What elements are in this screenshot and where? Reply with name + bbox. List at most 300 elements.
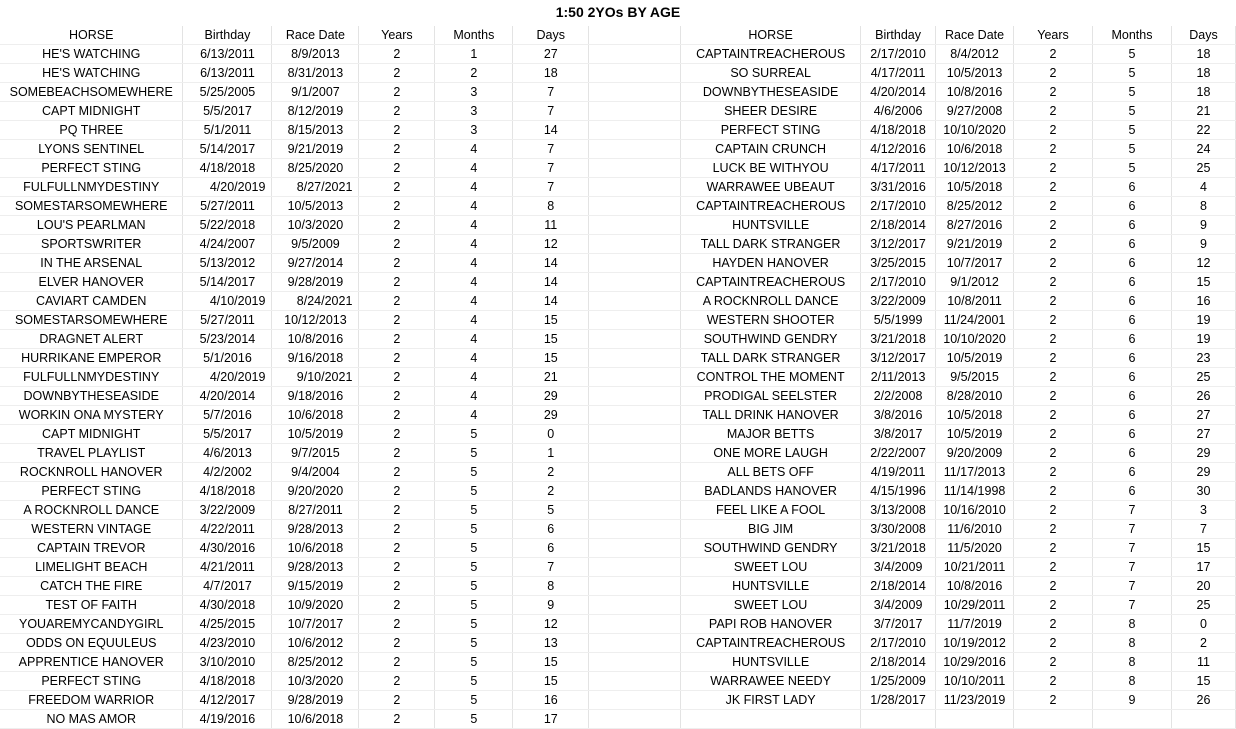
right-months-cell[interactable]: 6: [1092, 292, 1171, 311]
left-years-cell[interactable]: 2: [359, 368, 435, 387]
left-birthday-cell[interactable]: 4/19/2016: [183, 710, 272, 729]
left-months-cell[interactable]: 4: [435, 178, 513, 197]
left-race-date-cell[interactable]: 9/18/2016: [272, 387, 359, 406]
right-years-cell[interactable]: 2: [1014, 672, 1093, 691]
left-race-date-cell[interactable]: 10/5/2019: [272, 425, 359, 444]
right-horse-cell[interactable]: HUNTSVILLE: [681, 577, 861, 596]
right-race-date-cell[interactable]: 9/1/2012: [936, 273, 1014, 292]
right-months-cell[interactable]: 6: [1092, 197, 1171, 216]
spacer-cell[interactable]: [589, 64, 681, 83]
right-birthday-cell[interactable]: 4/17/2011: [861, 64, 936, 83]
right-days-cell[interactable]: 18: [1171, 83, 1235, 102]
left-years-cell[interactable]: 2: [359, 102, 435, 121]
left-race-date-cell[interactable]: 9/28/2013: [272, 558, 359, 577]
right-years-cell[interactable]: 2: [1014, 387, 1093, 406]
right-birthday-cell[interactable]: 2/18/2014: [861, 653, 936, 672]
right-months-cell[interactable]: 8: [1092, 615, 1171, 634]
left-years-cell[interactable]: 2: [359, 463, 435, 482]
left-years-cell[interactable]: 2: [359, 140, 435, 159]
right-months-cell[interactable]: 5: [1092, 102, 1171, 121]
right-horse-cell[interactable]: ALL BETS OFF: [681, 463, 861, 482]
right-race-date-cell[interactable]: 10/29/2011: [936, 596, 1014, 615]
left-years-cell[interactable]: 2: [359, 121, 435, 140]
right-birthday-cell[interactable]: 3/8/2017: [861, 425, 936, 444]
left-months-cell[interactable]: 3: [435, 121, 513, 140]
left-days-cell[interactable]: 15: [513, 672, 589, 691]
left-months-cell[interactable]: 4: [435, 159, 513, 178]
left-birthday-cell[interactable]: 4/18/2018: [183, 159, 272, 178]
right-horse-cell[interactable]: HUNTSVILLE: [681, 216, 861, 235]
left-race-date-cell[interactable]: 10/8/2016: [272, 330, 359, 349]
left-months-cell[interactable]: 4: [435, 368, 513, 387]
left-years-cell[interactable]: 2: [359, 235, 435, 254]
right-header-days[interactable]: Days: [1171, 26, 1235, 45]
left-race-date-cell[interactable]: 9/15/2019: [272, 577, 359, 596]
spacer-cell[interactable]: [589, 140, 681, 159]
right-birthday-cell[interactable]: 3/22/2009: [861, 292, 936, 311]
left-birthday-cell[interactable]: 5/1/2011: [183, 121, 272, 140]
left-birthday-cell[interactable]: 5/22/2018: [183, 216, 272, 235]
spacer-cell[interactable]: [589, 482, 681, 501]
spacer-cell[interactable]: [589, 368, 681, 387]
right-days-cell[interactable]: 17: [1171, 558, 1235, 577]
left-horse-cell[interactable]: SOMESTARSOMEWHERE: [0, 197, 183, 216]
right-years-cell[interactable]: 2: [1014, 178, 1093, 197]
left-horse-cell[interactable]: NO MAS AMOR: [0, 710, 183, 729]
right-birthday-cell[interactable]: 4/18/2018: [861, 121, 936, 140]
left-days-cell[interactable]: 7: [513, 558, 589, 577]
left-months-cell[interactable]: 4: [435, 235, 513, 254]
right-days-cell[interactable]: 9: [1171, 216, 1235, 235]
right-days-cell[interactable]: 11: [1171, 653, 1235, 672]
left-horse-cell[interactable]: PQ THREE: [0, 121, 183, 140]
right-header-race-date[interactable]: Race Date: [936, 26, 1014, 45]
left-horse-cell[interactable]: PERFECT STING: [0, 159, 183, 178]
spacer-cell[interactable]: [589, 273, 681, 292]
left-days-cell[interactable]: 12: [513, 615, 589, 634]
right-horse-cell[interactable]: PERFECT STING: [681, 121, 861, 140]
left-months-cell[interactable]: 3: [435, 83, 513, 102]
left-days-cell[interactable]: 15: [513, 653, 589, 672]
right-years-cell[interactable]: 2: [1014, 444, 1093, 463]
left-birthday-cell[interactable]: 5/14/2017: [183, 140, 272, 159]
left-birthday-cell[interactable]: 4/6/2013: [183, 444, 272, 463]
left-years-cell[interactable]: 2: [359, 311, 435, 330]
right-days-cell[interactable]: 25: [1171, 596, 1235, 615]
spacer-cell[interactable]: [589, 615, 681, 634]
spacer-cell[interactable]: [589, 653, 681, 672]
left-months-cell[interactable]: 4: [435, 406, 513, 425]
right-birthday-cell[interactable]: 3/4/2009: [861, 596, 936, 615]
left-months-cell[interactable]: 4: [435, 292, 513, 311]
left-race-date-cell[interactable]: 8/15/2013: [272, 121, 359, 140]
left-days-cell[interactable]: 21: [513, 368, 589, 387]
right-days-cell[interactable]: 16: [1171, 292, 1235, 311]
right-months-cell[interactable]: 6: [1092, 387, 1171, 406]
right-birthday-cell[interactable]: 4/17/2011: [861, 159, 936, 178]
left-birthday-cell[interactable]: 4/30/2016: [183, 539, 272, 558]
left-race-date-cell[interactable]: 10/6/2018: [272, 710, 359, 729]
left-years-cell[interactable]: 2: [359, 710, 435, 729]
right-months-cell[interactable]: 6: [1092, 254, 1171, 273]
right-months-cell[interactable]: 6: [1092, 425, 1171, 444]
right-years-cell[interactable]: 2: [1014, 45, 1093, 64]
right-years-cell[interactable]: 2: [1014, 292, 1093, 311]
right-horse-cell[interactable]: WESTERN SHOOTER: [681, 311, 861, 330]
right-years-cell[interactable]: 2: [1014, 691, 1093, 710]
right-days-cell[interactable]: 15: [1171, 672, 1235, 691]
right-race-date-cell[interactable]: 9/21/2019: [936, 235, 1014, 254]
spacer-cell[interactable]: [589, 710, 681, 729]
left-months-cell[interactable]: 5: [435, 425, 513, 444]
right-race-date-cell[interactable]: 8/25/2012: [936, 197, 1014, 216]
left-horse-cell[interactable]: SOMESTARSOMEWHERE: [0, 311, 183, 330]
left-months-cell[interactable]: 4: [435, 254, 513, 273]
left-horse-cell[interactable]: YOUAREMYCANDYGIRL: [0, 615, 183, 634]
spacer-cell[interactable]: [589, 425, 681, 444]
right-birthday-cell[interactable]: 3/25/2015: [861, 254, 936, 273]
right-months-cell[interactable]: 5: [1092, 159, 1171, 178]
left-birthday-cell[interactable]: 4/2/2002: [183, 463, 272, 482]
right-months-cell[interactable]: 7: [1092, 520, 1171, 539]
left-years-cell[interactable]: 2: [359, 349, 435, 368]
right-birthday-cell[interactable]: 2/11/2013: [861, 368, 936, 387]
left-years-cell[interactable]: 2: [359, 45, 435, 64]
right-years-cell[interactable]: 2: [1014, 140, 1093, 159]
left-race-date-cell[interactable]: 10/12/2013: [272, 311, 359, 330]
right-years-cell[interactable]: 2: [1014, 349, 1093, 368]
right-horse-cell[interactable]: PRODIGAL SEELSTER: [681, 387, 861, 406]
spacer-cell[interactable]: [589, 672, 681, 691]
right-days-cell[interactable]: 26: [1171, 387, 1235, 406]
left-years-cell[interactable]: 2: [359, 83, 435, 102]
left-birthday-cell[interactable]: 6/13/2011: [183, 45, 272, 64]
left-birthday-cell[interactable]: 5/27/2011: [183, 311, 272, 330]
right-birthday-cell[interactable]: 3/21/2018: [861, 539, 936, 558]
right-birthday-cell[interactable]: 1/28/2017: [861, 691, 936, 710]
spacer-cell[interactable]: [589, 254, 681, 273]
right-birthday-cell[interactable]: 2/22/2007: [861, 444, 936, 463]
left-horse-cell[interactable]: DRAGNET ALERT: [0, 330, 183, 349]
right-months-cell[interactable]: 6: [1092, 482, 1171, 501]
left-header-months[interactable]: Months: [435, 26, 513, 45]
right-horse-cell[interactable]: CAPTAIN CRUNCH: [681, 140, 861, 159]
left-days-cell[interactable]: 1: [513, 444, 589, 463]
left-birthday-cell[interactable]: 4/24/2007: [183, 235, 272, 254]
right-race-date-cell[interactable]: 11/5/2020: [936, 539, 1014, 558]
right-horse-cell[interactable]: SO SURREAL: [681, 64, 861, 83]
left-months-cell[interactable]: 5: [435, 710, 513, 729]
right-days-cell[interactable]: 21: [1171, 102, 1235, 121]
right-horse-cell[interactable]: BIG JIM: [681, 520, 861, 539]
left-birthday-cell[interactable]: 5/1/2016: [183, 349, 272, 368]
spacer-cell[interactable]: [589, 102, 681, 121]
left-horse-cell[interactable]: WESTERN VINTAGE: [0, 520, 183, 539]
spacer-cell[interactable]: [589, 349, 681, 368]
left-birthday-cell[interactable]: 6/13/2011: [183, 64, 272, 83]
left-race-date-cell[interactable]: 9/1/2007: [272, 83, 359, 102]
left-months-cell[interactable]: 4: [435, 273, 513, 292]
right-horse-cell[interactable]: CAPTAINTREACHEROUS: [681, 197, 861, 216]
left-birthday-cell[interactable]: 5/23/2014: [183, 330, 272, 349]
left-years-cell[interactable]: 2: [359, 254, 435, 273]
empty-cell[interactable]: [1171, 710, 1235, 729]
left-birthday-cell[interactable]: 4/18/2018: [183, 482, 272, 501]
right-birthday-cell[interactable]: 2/18/2014: [861, 577, 936, 596]
left-days-cell[interactable]: 7: [513, 140, 589, 159]
left-race-date-cell[interactable]: 9/4/2004: [272, 463, 359, 482]
right-race-date-cell[interactable]: 10/21/2011: [936, 558, 1014, 577]
left-horse-cell[interactable]: WORKIN ONA MYSTERY: [0, 406, 183, 425]
left-birthday-cell[interactable]: 4/20/2014: [183, 387, 272, 406]
right-race-date-cell[interactable]: 11/7/2019: [936, 615, 1014, 634]
spacer-cell[interactable]: [589, 577, 681, 596]
right-race-date-cell[interactable]: 10/5/2018: [936, 406, 1014, 425]
right-years-cell[interactable]: 2: [1014, 159, 1093, 178]
left-horse-cell[interactable]: FULFULLNMYDESTINY: [0, 368, 183, 387]
right-birthday-cell[interactable]: 2/17/2010: [861, 197, 936, 216]
empty-cell[interactable]: [861, 710, 936, 729]
right-race-date-cell[interactable]: 10/5/2019: [936, 349, 1014, 368]
left-months-cell[interactable]: 5: [435, 558, 513, 577]
left-race-date-cell[interactable]: 9/16/2018: [272, 349, 359, 368]
right-days-cell[interactable]: 4: [1171, 178, 1235, 197]
left-horse-cell[interactable]: FULFULLNMYDESTINY: [0, 178, 183, 197]
right-months-cell[interactable]: 5: [1092, 121, 1171, 140]
left-horse-cell[interactable]: TEST OF FAITH: [0, 596, 183, 615]
right-header-months[interactable]: Months: [1092, 26, 1171, 45]
left-days-cell[interactable]: 16: [513, 691, 589, 710]
left-days-cell[interactable]: 2: [513, 482, 589, 501]
right-birthday-cell[interactable]: 1/25/2009: [861, 672, 936, 691]
left-months-cell[interactable]: 5: [435, 501, 513, 520]
left-months-cell[interactable]: 5: [435, 482, 513, 501]
left-horse-cell[interactable]: CAVIART CAMDEN: [0, 292, 183, 311]
right-horse-cell[interactable]: HUNTSVILLE: [681, 653, 861, 672]
left-header-horse[interactable]: HORSE: [0, 26, 183, 45]
right-birthday-cell[interactable]: 4/12/2016: [861, 140, 936, 159]
right-days-cell[interactable]: 3: [1171, 501, 1235, 520]
spacer-cell[interactable]: [589, 178, 681, 197]
right-years-cell[interactable]: 2: [1014, 64, 1093, 83]
right-days-cell[interactable]: 20: [1171, 577, 1235, 596]
left-months-cell[interactable]: 5: [435, 596, 513, 615]
left-race-date-cell[interactable]: 10/7/2017: [272, 615, 359, 634]
left-header-birthday[interactable]: Birthday: [183, 26, 272, 45]
left-birthday-cell[interactable]: 4/18/2018: [183, 672, 272, 691]
empty-cell[interactable]: [1092, 710, 1171, 729]
right-years-cell[interactable]: 2: [1014, 539, 1093, 558]
right-years-cell[interactable]: 2: [1014, 425, 1093, 444]
left-days-cell[interactable]: 14: [513, 254, 589, 273]
right-horse-cell[interactable]: SWEET LOU: [681, 596, 861, 615]
left-years-cell[interactable]: 2: [359, 634, 435, 653]
left-horse-cell[interactable]: HE'S WATCHING: [0, 64, 183, 83]
left-years-cell[interactable]: 2: [359, 387, 435, 406]
right-birthday-cell[interactable]: 2/17/2010: [861, 45, 936, 64]
left-race-date-cell[interactable]: 8/31/2013: [272, 64, 359, 83]
right-birthday-cell[interactable]: 2/18/2014: [861, 216, 936, 235]
right-race-date-cell[interactable]: 10/5/2019: [936, 425, 1014, 444]
right-days-cell[interactable]: 22: [1171, 121, 1235, 140]
right-months-cell[interactable]: 6: [1092, 273, 1171, 292]
left-race-date-cell[interactable]: 9/21/2019: [272, 140, 359, 159]
right-race-date-cell[interactable]: 11/14/1998: [936, 482, 1014, 501]
left-race-date-cell[interactable]: 8/12/2019: [272, 102, 359, 121]
right-race-date-cell[interactable]: 11/24/2001: [936, 311, 1014, 330]
left-birthday-cell[interactable]: 4/30/2018: [183, 596, 272, 615]
spacer-cell[interactable]: [589, 444, 681, 463]
right-birthday-cell[interactable]: 3/12/2017: [861, 349, 936, 368]
right-race-date-cell[interactable]: 10/8/2011: [936, 292, 1014, 311]
left-horse-cell[interactable]: APPRENTICE HANOVER: [0, 653, 183, 672]
left-days-cell[interactable]: 7: [513, 178, 589, 197]
right-birthday-cell[interactable]: 3/21/2018: [861, 330, 936, 349]
right-months-cell[interactable]: 7: [1092, 577, 1171, 596]
spacer-cell[interactable]: [589, 501, 681, 520]
spacer-cell[interactable]: [589, 691, 681, 710]
right-race-date-cell[interactable]: 11/23/2019: [936, 691, 1014, 710]
left-months-cell[interactable]: 4: [435, 330, 513, 349]
left-days-cell[interactable]: 2: [513, 463, 589, 482]
left-months-cell[interactable]: 5: [435, 615, 513, 634]
left-horse-cell[interactable]: A ROCKNROLL DANCE: [0, 501, 183, 520]
left-race-date-cell[interactable]: 9/7/2015: [272, 444, 359, 463]
right-years-cell[interactable]: 2: [1014, 254, 1093, 273]
left-days-cell[interactable]: 14: [513, 292, 589, 311]
right-months-cell[interactable]: 8: [1092, 672, 1171, 691]
empty-cell[interactable]: [681, 710, 861, 729]
spacer-cell[interactable]: [589, 26, 681, 45]
left-horse-cell[interactable]: HE'S WATCHING: [0, 45, 183, 64]
right-days-cell[interactable]: 18: [1171, 64, 1235, 83]
right-header-years[interactable]: Years: [1014, 26, 1093, 45]
right-years-cell[interactable]: 2: [1014, 197, 1093, 216]
right-days-cell[interactable]: 9: [1171, 235, 1235, 254]
right-birthday-cell[interactable]: 4/6/2006: [861, 102, 936, 121]
right-days-cell[interactable]: 26: [1171, 691, 1235, 710]
left-birthday-cell[interactable]: 5/25/2005: [183, 83, 272, 102]
right-birthday-cell[interactable]: 2/17/2010: [861, 273, 936, 292]
left-horse-cell[interactable]: ELVER HANOVER: [0, 273, 183, 292]
left-horse-cell[interactable]: FREEDOM WARRIOR: [0, 691, 183, 710]
spacer-cell[interactable]: [589, 330, 681, 349]
left-horse-cell[interactable]: TRAVEL PLAYLIST: [0, 444, 183, 463]
right-years-cell[interactable]: 2: [1014, 273, 1093, 292]
right-years-cell[interactable]: 2: [1014, 311, 1093, 330]
left-race-date-cell[interactable]: 10/3/2020: [272, 216, 359, 235]
right-race-date-cell[interactable]: 10/10/2011: [936, 672, 1014, 691]
left-horse-cell[interactable]: ODDS ON EQUULEUS: [0, 634, 183, 653]
right-years-cell[interactable]: 2: [1014, 102, 1093, 121]
right-birthday-cell[interactable]: 3/8/2016: [861, 406, 936, 425]
left-years-cell[interactable]: 2: [359, 64, 435, 83]
left-horse-cell[interactable]: LYONS SENTINEL: [0, 140, 183, 159]
right-horse-cell[interactable]: LUCK BE WITHYOU: [681, 159, 861, 178]
left-days-cell[interactable]: 14: [513, 273, 589, 292]
spacer-cell[interactable]: [589, 311, 681, 330]
left-birthday-cell[interactable]: 4/20/2019: [183, 178, 272, 197]
left-days-cell[interactable]: 8: [513, 197, 589, 216]
right-race-date-cell[interactable]: 10/10/2020: [936, 330, 1014, 349]
spacer-cell[interactable]: [589, 292, 681, 311]
left-race-date-cell[interactable]: 10/6/2018: [272, 406, 359, 425]
left-birthday-cell[interactable]: 5/7/2016: [183, 406, 272, 425]
left-birthday-cell[interactable]: 5/13/2012: [183, 254, 272, 273]
left-birthday-cell[interactable]: 4/23/2010: [183, 634, 272, 653]
right-race-date-cell[interactable]: 9/27/2008: [936, 102, 1014, 121]
right-days-cell[interactable]: 8: [1171, 197, 1235, 216]
right-birthday-cell[interactable]: 3/4/2009: [861, 558, 936, 577]
right-birthday-cell[interactable]: 3/31/2016: [861, 178, 936, 197]
right-days-cell[interactable]: 27: [1171, 406, 1235, 425]
left-years-cell[interactable]: 2: [359, 216, 435, 235]
right-days-cell[interactable]: 29: [1171, 444, 1235, 463]
right-years-cell[interactable]: 2: [1014, 520, 1093, 539]
right-days-cell[interactable]: 19: [1171, 330, 1235, 349]
right-days-cell[interactable]: 15: [1171, 273, 1235, 292]
left-months-cell[interactable]: 4: [435, 387, 513, 406]
empty-cell[interactable]: [936, 710, 1014, 729]
right-months-cell[interactable]: 7: [1092, 558, 1171, 577]
right-race-date-cell[interactable]: 10/29/2016: [936, 653, 1014, 672]
left-birthday-cell[interactable]: 4/12/2017: [183, 691, 272, 710]
right-days-cell[interactable]: 23: [1171, 349, 1235, 368]
left-years-cell[interactable]: 2: [359, 615, 435, 634]
left-race-date-cell[interactable]: 10/6/2018: [272, 539, 359, 558]
left-months-cell[interactable]: 4: [435, 140, 513, 159]
right-years-cell[interactable]: 2: [1014, 83, 1093, 102]
spacer-cell[interactable]: [589, 634, 681, 653]
left-years-cell[interactable]: 2: [359, 482, 435, 501]
left-horse-cell[interactable]: LIMELIGHT BEACH: [0, 558, 183, 577]
left-birthday-cell[interactable]: 3/22/2009: [183, 501, 272, 520]
left-days-cell[interactable]: 15: [513, 349, 589, 368]
left-days-cell[interactable]: 12: [513, 235, 589, 254]
right-race-date-cell[interactable]: 10/5/2013: [936, 64, 1014, 83]
left-race-date-cell[interactable]: 9/28/2013: [272, 520, 359, 539]
right-birthday-cell[interactable]: 2/2/2008: [861, 387, 936, 406]
right-horse-cell[interactable]: SHEER DESIRE: [681, 102, 861, 121]
left-years-cell[interactable]: 2: [359, 672, 435, 691]
right-years-cell[interactable]: 2: [1014, 577, 1093, 596]
right-horse-cell[interactable]: HAYDEN HANOVER: [681, 254, 861, 273]
right-birthday-cell[interactable]: 2/17/2010: [861, 634, 936, 653]
left-horse-cell[interactable]: LOU'S PEARLMAN: [0, 216, 183, 235]
left-days-cell[interactable]: 13: [513, 634, 589, 653]
left-days-cell[interactable]: 6: [513, 520, 589, 539]
left-days-cell[interactable]: 7: [513, 159, 589, 178]
spacer-cell[interactable]: [589, 159, 681, 178]
right-years-cell[interactable]: 2: [1014, 235, 1093, 254]
left-years-cell[interactable]: 2: [359, 197, 435, 216]
left-years-cell[interactable]: 2: [359, 330, 435, 349]
left-months-cell[interactable]: 4: [435, 197, 513, 216]
right-birthday-cell[interactable]: 4/15/1996: [861, 482, 936, 501]
spacer-cell[interactable]: [589, 558, 681, 577]
left-birthday-cell[interactable]: 5/5/2017: [183, 425, 272, 444]
right-race-date-cell[interactable]: 10/12/2013: [936, 159, 1014, 178]
right-months-cell[interactable]: 6: [1092, 368, 1171, 387]
right-header-birthday[interactable]: Birthday: [861, 26, 936, 45]
right-years-cell[interactable]: 2: [1014, 615, 1093, 634]
spacer-cell[interactable]: [589, 197, 681, 216]
left-horse-cell[interactable]: PERFECT STING: [0, 482, 183, 501]
left-horse-cell[interactable]: CAPT MIDNIGHT: [0, 102, 183, 121]
left-days-cell[interactable]: 6: [513, 539, 589, 558]
right-days-cell[interactable]: 0: [1171, 615, 1235, 634]
left-birthday-cell[interactable]: 4/7/2017: [183, 577, 272, 596]
